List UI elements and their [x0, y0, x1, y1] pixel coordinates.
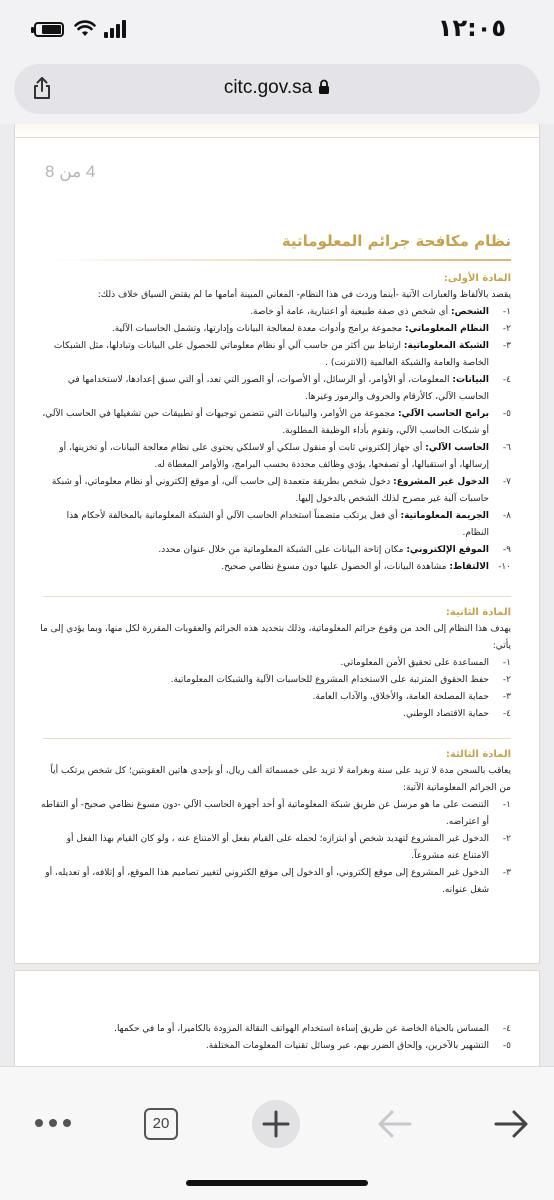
more-icon[interactable] — [34, 1118, 72, 1128]
item-number: ٦- — [502, 443, 511, 453]
list-item — [39, 542, 511, 559]
item-definition: المعلومات، أو الأوامر، أو الرسائل، أو الأصوات، أو الصور التي تعد، أو التي سبق إعدادها، لاستخدامها في الحاسب الآلي، كالأرقام والحروف والرموز وغيرها. — [67, 375, 489, 402]
article-heading: المادة الثالثة: — [445, 749, 511, 760]
item-number: ٤- — [502, 709, 511, 719]
item-number: ١- — [502, 658, 511, 668]
item-definition: دخول شخص بطريقة متعمدة إلى حاسب آلي، أو موقع إلكتروني أو نظام معلوماتي، أو شبكة حاسبات آلية غير مصرح لذلك الشخص بالدخول إليها. — [51, 477, 489, 504]
item-number: ٢- — [502, 324, 511, 334]
item-definition: مجموعة برامج وأدوات معدة لمعالجة البيانات وإدارتها، وتشمل الحاسبات الآلية. — [111, 324, 403, 334]
item-definition: الدخول غير المشروع لتهديد شخص أو ابتزازه؛ لحمله على القيام بفعل أو الامتناع عنه ، ولو كان القيام بهذا الفعل أو الامتناع عنه مشروعاً. — [66, 834, 489, 861]
item-term: الشخص: — [451, 307, 489, 317]
list-item — [39, 304, 511, 321]
item-definition: أي شخص ذي صفة طبيعية أو اعتبارية، عامة أو خاصة. — [250, 307, 449, 317]
item-text — [39, 474, 489, 508]
item-number: ٢- — [502, 834, 511, 844]
page-counter: 4 من 8 — [45, 162, 96, 181]
item-definition: حماية المصلحة العامة، والأخلاق، والآداب العامة. — [312, 692, 489, 702]
item-term: الجريمة المعلوماتية: — [400, 511, 489, 521]
back-arrow-icon[interactable] — [376, 1109, 412, 1139]
address-bar[interactable] — [14, 64, 540, 114]
new-tab-button[interactable] — [252, 1100, 300, 1148]
clock-time: ١٢:٠٥ — [437, 14, 506, 42]
item-term: البيانات: — [452, 375, 489, 385]
item-definition: حماية الاقتصاد الوطني. — [403, 709, 489, 719]
pdf-page — [14, 124, 540, 964]
item-definition: مكان إتاحة البيانات على الشبكة المعلوماتية من خلال عنوان محدد. — [158, 545, 404, 555]
item-term: الموقع الإلكتروني: — [406, 545, 489, 555]
url-host: citc.gov.sa — [223, 77, 313, 98]
item-term: برامج الحاسب الآلي: — [398, 409, 489, 419]
item-number: ٩- — [502, 545, 511, 555]
item-text — [39, 372, 489, 406]
item-text — [39, 304, 489, 321]
signal-icon — [104, 20, 128, 38]
list-item — [39, 865, 511, 899]
list-item — [39, 338, 511, 372]
item-definition: المساس بالحياة الخاصة عن طريق إساءة استخدام الهواتف النقالة المزودة بالكاميرا، أو ما في حكمها. — [114, 1024, 489, 1034]
item-number: ١٠- — [498, 562, 511, 572]
article-intro: يهدف هذا النظام إلى الحد من وقوع جرائم المعلوماتية، وذلك بتحديد هذه الجرائم والعقوبات المقررة لكل منها، وبما يؤدي إلى ما يأتي: — [40, 624, 511, 651]
item-definition: التنصت على ما هو مرسل عن طريق شبكة المعلوماتية أو أحد أجهزة الحاسب الآلي -دون مسوغ نظامي صحيح- أو التقاطه أو اعتراضه. — [41, 800, 489, 827]
item-number: ٢- — [502, 675, 511, 685]
pdf-viewer[interactable] — [0, 124, 554, 1066]
article-list — [39, 797, 511, 899]
tab-count: 20 — [152, 1115, 170, 1132]
article-list — [39, 304, 511, 576]
item-term: الدخول غير المشروع: — [393, 477, 489, 487]
item-term: النظام المعلوماتي: — [405, 324, 489, 334]
item-text — [39, 797, 489, 831]
item-definition: مشاهدة البيانات، أو الحصول عليها دون مسوغ نظامي صحيح. — [221, 562, 447, 572]
item-definition: أي جهاز إلكتروني ثابت أو منقول سلكي أو لاسلكي يحتوي على نظام معالجة البيانات، أو تخزينها، أو إرسالها، أو استقبالها، أو تصفحها، يؤدي وظائف محددة بحسب البرامج، والأوامر المعطاة له. — [59, 443, 489, 470]
item-term: الالتقاط: — [449, 562, 489, 572]
item-number: ٨- — [502, 511, 511, 521]
article-heading: المادة الثانية: — [445, 607, 511, 618]
item-text — [39, 542, 489, 559]
item-definition: حفظ الحقوق المترتبة على الاستخدام المشروع للحاسبات الآلية والشبكات المعلوماتية. — [170, 675, 489, 685]
article-3 — [39, 746, 511, 899]
list-item — [39, 831, 511, 865]
item-text — [39, 831, 489, 865]
list-item — [39, 440, 511, 474]
list-item — [39, 321, 511, 338]
item-text — [39, 559, 489, 576]
item-number: ٤- — [502, 1024, 511, 1034]
list-item — [39, 508, 511, 542]
item-text — [39, 865, 489, 899]
item-number: ٣- — [502, 341, 511, 351]
article-intro: يقصد بالألفاظ والعبارات الآتية -أينما وردت في هذا النظام- المعاني المبينة أمامها ما لم يقتض السياق خلاف ذلك: — [97, 290, 511, 300]
list-item — [39, 474, 511, 508]
section-divider — [43, 596, 511, 597]
item-definition: المساعدة على تحقيق الأمن المعلوماتي. — [340, 658, 489, 668]
list-item — [39, 1038, 511, 1055]
wifi-icon — [74, 21, 96, 37]
document-title: نظام مكافحة جرائم المعلوماتية — [281, 232, 511, 250]
item-text — [39, 406, 489, 440]
item-text — [39, 440, 489, 474]
forward-arrow-icon[interactable] — [494, 1109, 530, 1139]
item-text — [39, 508, 489, 542]
article-list — [39, 1021, 511, 1055]
item-number: ٧- — [502, 477, 511, 487]
item-text — [39, 1038, 489, 1055]
item-number: ٣- — [502, 868, 511, 878]
item-number: ٥- — [502, 409, 511, 419]
item-term: الحاسب الآلي: — [425, 443, 489, 453]
plus-icon — [260, 1108, 292, 1140]
article-heading: المادة الأولى: — [443, 273, 511, 284]
article-list — [39, 655, 511, 723]
item-definition: الدخول غير المشروع إلى موقع إلكتروني، أو الدخول إلى موقع الكتروني لتغيير تصاميم هذا الموقع، أو إتلافه، أو تعديله، أو شغل عنوانه. — [45, 868, 489, 895]
url-display[interactable] — [14, 77, 540, 99]
item-number: ٣- — [502, 692, 511, 702]
tabs-button[interactable] — [144, 1108, 178, 1140]
lock-icon — [318, 79, 330, 94]
item-definition: مجموعة من الأوامر، والبيانات التي تتضمن توجيهات أو تطبيقات حين تشغيلها في الحاسب الآلي، أو شبكات الحاسب الآلي، وتقوم بأداء الوظيفة المطلوبة. — [42, 409, 489, 436]
list-item — [39, 672, 511, 689]
item-text — [39, 706, 489, 723]
item-number: ٤- — [502, 375, 511, 385]
item-text — [39, 672, 489, 689]
item-definition: ارتباط بين أكثر من حاسب آلي أو نظام معلوماتي للحصول على البيانات وتبادلها، مثل الشبكات الخاصة والعامة والشبكة العالمية (الانترنت) . — [53, 341, 489, 368]
section-divider — [43, 738, 511, 739]
article-intro: يعاقب بالسجن مدة لا تزيد على سنة وبغرامة لا تزيد على خمسمائة ألف ريال، أو بإحدى هاتين العقوبتين؛ كل شخص يرتكب أياً من الجرائم المعلوماتية الآتية: — [50, 766, 511, 793]
battery-icon — [34, 22, 64, 37]
list-item — [39, 689, 511, 706]
item-text — [39, 321, 489, 338]
list-item — [39, 706, 511, 723]
item-definition: أي فعل يرتكب متضمناً استخدام الحاسب الآلي أو الشبكة المعلوماتية بالمخالفة لأحكام هذا النظام. — [66, 511, 489, 538]
list-item — [39, 1021, 511, 1038]
item-text — [39, 689, 489, 706]
list-item — [39, 797, 511, 831]
list-item — [39, 406, 511, 440]
item-definition: التشهير بالآخرين، وإلحاق الضرر بهم، عبر وسائل تقنيات المعلومات المختلفة. — [205, 1041, 489, 1051]
title-divider — [43, 259, 511, 261]
item-number: ٥- — [502, 1041, 511, 1051]
item-term: الشبكة المعلوماتية: — [403, 341, 489, 351]
item-number: ١- — [502, 307, 511, 317]
status-bar — [0, 0, 554, 58]
list-item — [39, 655, 511, 672]
article-2 — [39, 604, 511, 723]
item-text — [39, 1021, 489, 1038]
article-1 — [39, 270, 511, 576]
item-text — [39, 655, 489, 672]
item-number: ١- — [502, 800, 511, 810]
list-item — [39, 559, 511, 576]
item-text — [39, 338, 489, 372]
list-item — [39, 372, 511, 406]
home-indicator — [186, 1180, 368, 1186]
page-header-border — [15, 124, 539, 138]
